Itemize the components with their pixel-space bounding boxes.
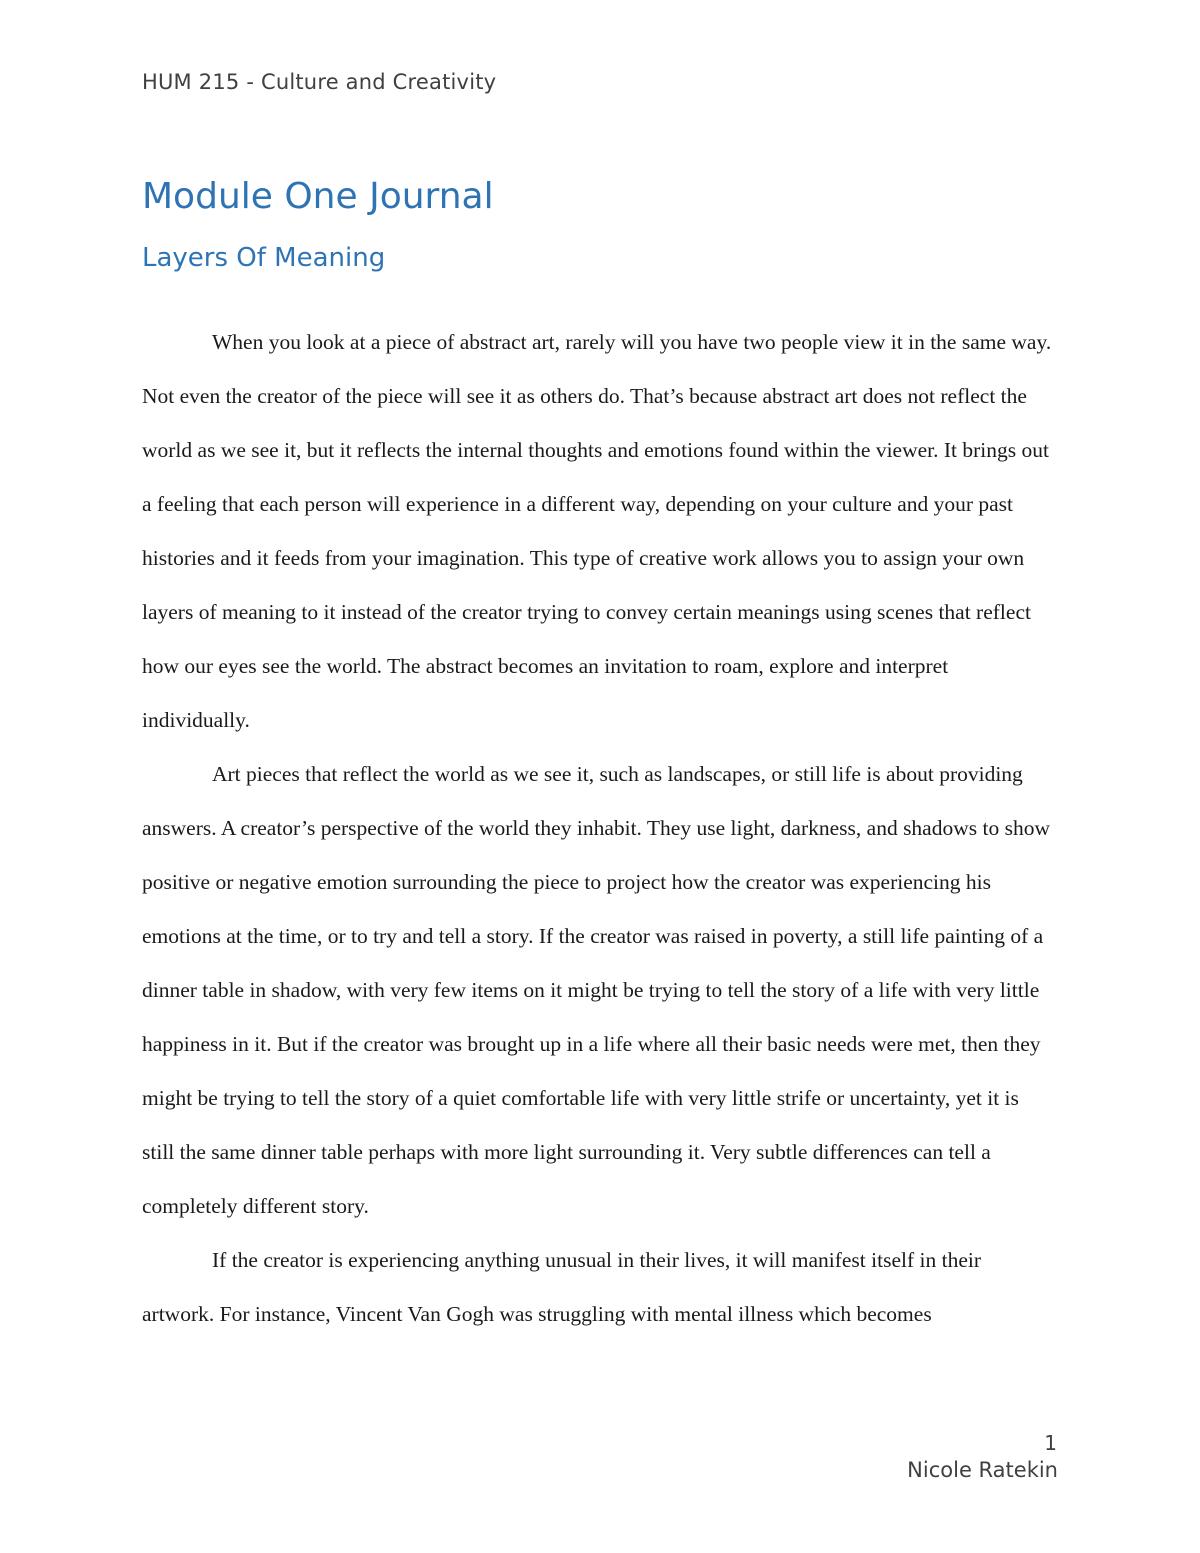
paragraph-2: Art pieces that reflect the world as we see it, such as landscapes, or still life is about providing answers. A creator’s perspective of the world they inhabit. They use light, darkness, and shadows to show positive or negative emotion surrounding the piece to project how the creator was experiencing his emotions at the time, or to try and tell a story. If the creator was raised in poverty, a still life painting of a dinner table in shadow, with very few items on it might be trying to tell the story of a life with very little happiness in it. But if the creator was brought up in a life where all their basic needs were met, then they might be trying to tell the story of a quiet comfortable life with very little strife or uncertainty, yet it is still the same dinner table perhaps with more light surrounding it. Very subtle differences can tell a completely different story. <box>142 762 1050 1218</box>
paragraph-3: If the creator is experiencing anything unusual in their lives, it will manifest itself in their artwork. For instance, Vincent Van Gogh was struggling with mental illness which becomes <box>142 1248 982 1326</box>
document-subtitle: Layers Of Meaning <box>142 243 386 273</box>
paragraph-1: When you look at a piece of abstract art, rarely will you have two people view it in the same way. Not even the creator of the piece will see it as others do. That’s because abstract art does not reflect the world as we see it, but it reflects the internal thoughts and emotions found within the viewer. It brings out a feeling that each person will experience in a different way, depending on your culture and your past histories and it feeds from your imagination. This type of creative work allows you to assign your own layers of meaning to it instead of the creator trying to convey certain meanings using scenes that reflect how our eyes see the world. The abstract becomes an invitation to roam, explore and interpret individually. <box>142 330 1052 732</box>
document-body <box>142 315 1056 1341</box>
page-header-course: HUM 215 - Culture and Creativity <box>142 70 497 94</box>
footer-author: Nicole Ratekin <box>907 1458 1058 1482</box>
document-title: Module One Journal <box>142 176 494 217</box>
page-number: 1 <box>1044 1431 1057 1455</box>
